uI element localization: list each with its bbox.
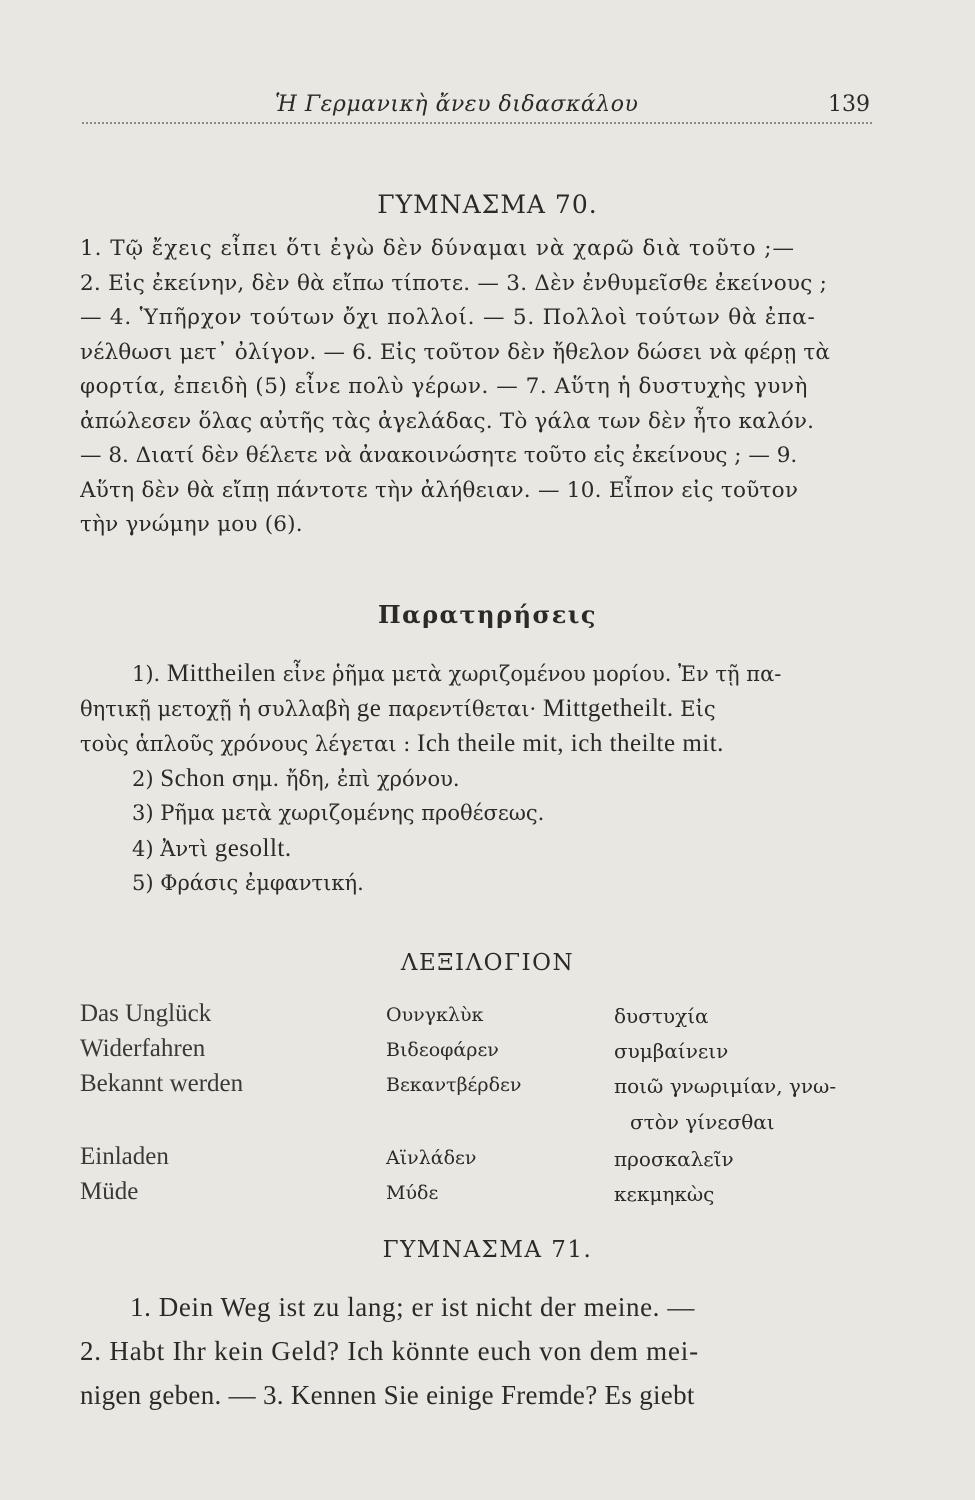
note-1-line bbox=[80, 656, 880, 691]
lexicon-greek: κεκμηκὼς bbox=[614, 1182, 715, 1206]
text-line: 1. Τῷ ἔχεις εἶπει ὅτι ἐγὼ δὲν δύναμαι νὰ χαρῶ διὰ τοῦτο ;— bbox=[80, 236, 795, 261]
lexicon-row bbox=[80, 1143, 880, 1179]
lexicon-german: Widerfahren bbox=[80, 1035, 206, 1062]
note-text: παρεντίθεται· bbox=[381, 697, 543, 721]
lexicon-german: Bekannt werden bbox=[80, 1070, 244, 1097]
text-line: — 4. Ὑπῆρχον τούτων ὄχι πολλοί. — 5. Πολλοὶ τούτων θὰ ἐπα- bbox=[80, 305, 816, 330]
text-line: τὴν γνώμην μου (6). bbox=[80, 512, 303, 537]
lexicon-table bbox=[80, 1000, 880, 1210]
german-word: Schon bbox=[160, 765, 226, 792]
lexicon-greek: συμβαίνειν bbox=[614, 1039, 729, 1063]
text-line: 2. Habt Ihr kein Geld? Ich könnte euch von dem mei- bbox=[80, 1336, 699, 1366]
lexicon-heading: ΛΕΞΙΛΟΓΙΟΝ bbox=[400, 950, 575, 976]
note-text: εἶνε ῥῆμα μετὰ χωριζομένου μορίου. Ἐν τῇ πα- bbox=[276, 662, 782, 686]
lexicon-row-continuation bbox=[80, 1106, 880, 1142]
note-text: Εἰς bbox=[673, 697, 716, 721]
lexicon-greek: προσκαλεῖν bbox=[614, 1147, 734, 1171]
lexicon-pronunciation: Βεκαντβέρδεν bbox=[386, 1074, 522, 1096]
text-line: νέλθωσι μετ᾽ ὀλίγον. — 6. Εἰς τοῦτον δὲν ἤθελον δώσει νὰ φέρῃ τὰ bbox=[80, 339, 831, 365]
note-1-line bbox=[80, 691, 880, 726]
exercise-70-text bbox=[80, 232, 870, 543]
lexicon-german: Einladen bbox=[80, 1143, 169, 1170]
german-word: ge bbox=[356, 695, 382, 722]
german-word: Ich theile mit, ich theilte mit. bbox=[417, 730, 724, 757]
exercise-71-heading: ΓΥΜΝΑΣΜΑ 71. bbox=[382, 1237, 593, 1263]
text-line: 1. Dein Weg ist zu lang; er ist nicht der meine. — bbox=[130, 1292, 695, 1322]
lexicon-pronunciation: Αϊνλάδεν bbox=[386, 1147, 477, 1169]
running-title: Ἡ Γερμανικὴ ἄνευ διδασκάλου bbox=[275, 92, 639, 117]
german-word: Mittheilen bbox=[166, 660, 277, 687]
text-line: — 8. Διατί δὲν θέλετε νὰ ἀνακοινώσητε τοῦτο εἰς ἐκείνους ; — 9. bbox=[80, 443, 798, 468]
text-line: Αὕτη δὲν θὰ εἴπῃ πάντοτε τὴν ἀλήθειαν. — 10. Εἶπον εἰς τοῦτον bbox=[80, 477, 799, 503]
lexicon-greek: στὸν γίνεσθαι bbox=[630, 1110, 775, 1134]
lexicon-pronunciation: Βιδεοφάρεν bbox=[386, 1039, 499, 1061]
exercise-71-text bbox=[80, 1285, 880, 1417]
note-text: τοὺς ἁπλοῦς χρόνους λέγεται : bbox=[80, 732, 418, 756]
lexicon-row bbox=[80, 1035, 880, 1071]
lexicon-german: Müde bbox=[80, 1178, 139, 1205]
exercise-70-heading: ΓΥΜΝΑΣΜΑ 70. bbox=[377, 190, 598, 219]
lexicon-greek: δυστυχία bbox=[614, 1004, 709, 1028]
german-word: gesollt. bbox=[214, 835, 292, 862]
observations-heading: Παρατηρήσεις bbox=[377, 600, 598, 629]
text-line: 2. Εἰς ἐκείνην, δὲν θὰ εἴπω τίποτε. — 3. Δὲν ἐνθυμεῖσθε ἐκείνους ; bbox=[80, 270, 828, 296]
note-number: 2) bbox=[132, 767, 161, 791]
observations-notes bbox=[80, 656, 880, 901]
lexicon-pronunciation: Ουνγκλὺκ bbox=[386, 1004, 484, 1026]
text-line: ἀπώλεσεν ὅλας αὐτῆς τὰς ἀγελάδας. Τὸ γάλα των δὲν ἦτο καλόν. bbox=[80, 408, 815, 434]
text-line: nigen geben. — 3. Kennen Sie einige Fremde? Es giebt bbox=[80, 1380, 695, 1410]
note-3-line: 3) Ρῆμα μετὰ χωριζομένης προθέσεως. bbox=[132, 801, 545, 825]
note-4-line bbox=[80, 831, 880, 866]
note-1-line bbox=[80, 726, 880, 761]
lexicon-pronunciation: Μύδε bbox=[386, 1182, 439, 1204]
note-text: σημ. ἤδη, ἐπὶ χρόνου. bbox=[225, 767, 460, 791]
note-2-line bbox=[80, 761, 880, 796]
text-line: φορτία, ἐπειδὴ (5) εἶνε πολὺ γέρων. — 7. Αὕτη ἡ δυστυχὴς γυνὴ bbox=[80, 374, 808, 399]
note-text: 4) Ἀντὶ bbox=[132, 837, 215, 861]
lexicon-row bbox=[80, 1070, 880, 1106]
page-number: 139 bbox=[828, 92, 870, 117]
header-rule bbox=[82, 122, 872, 127]
note-text: θητικῇ μετοχῇ ἡ συλλαβὴ bbox=[80, 697, 357, 721]
lexicon-german: Das Unglück bbox=[80, 1000, 212, 1027]
lexicon-greek: ποιῶ γνωριμίαν, γνω- bbox=[614, 1074, 837, 1098]
lexicon-row bbox=[80, 1178, 880, 1214]
lexicon-row bbox=[80, 1000, 880, 1036]
german-word: Mittgetheilt. bbox=[542, 695, 674, 722]
note-5-line: 5) Φράσις ἐμφαντική. bbox=[132, 871, 364, 895]
note-number: 1). bbox=[132, 662, 167, 686]
running-head bbox=[80, 92, 870, 122]
